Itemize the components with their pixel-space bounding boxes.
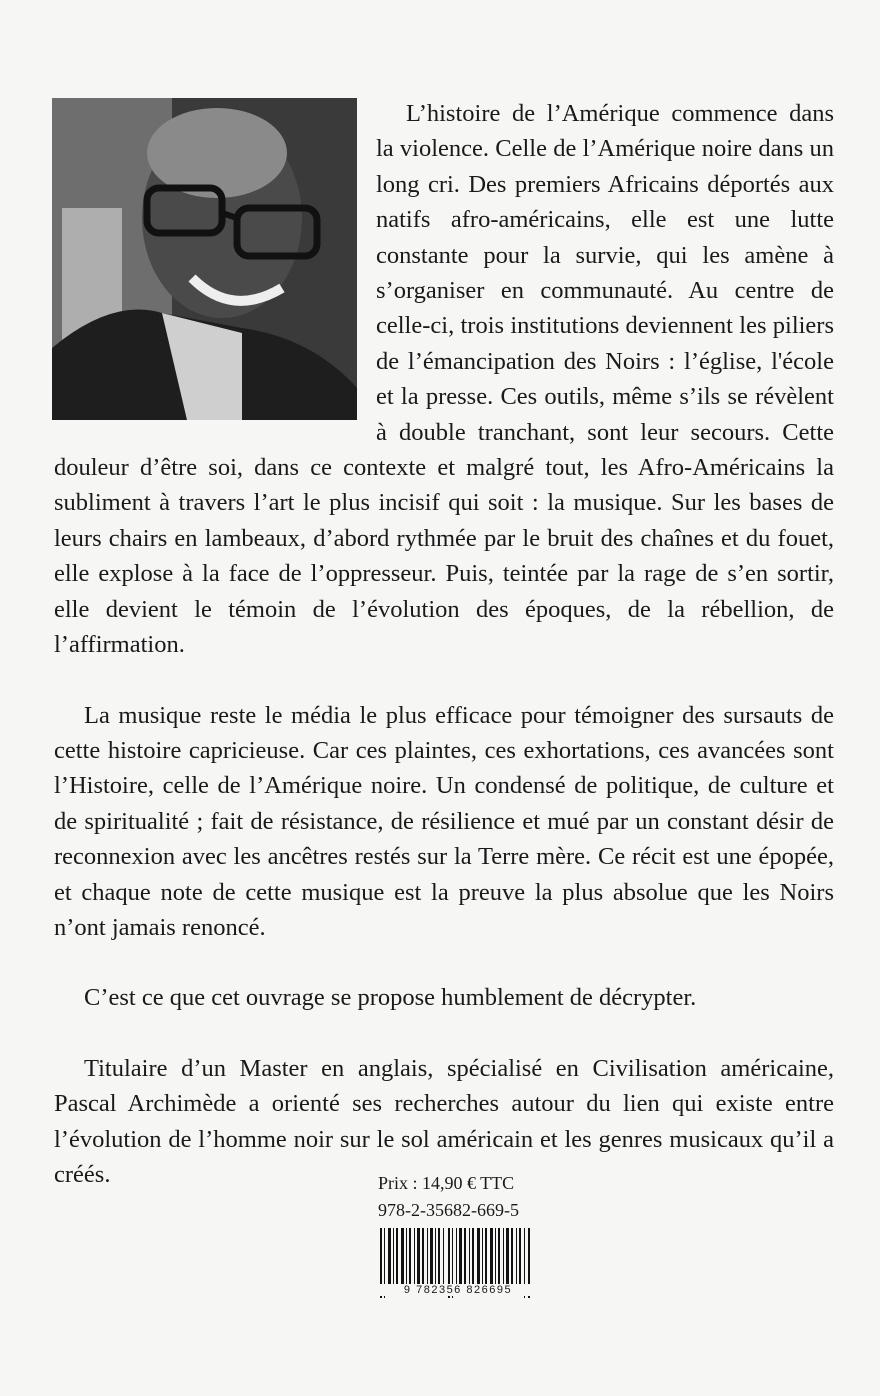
price: Prix : 14,90 € TTC bbox=[378, 1173, 515, 1193]
paragraph-music: La musique reste le média le plus efficace pour témoigner des sursauts de cette histoire capricieuse. Car ces plaintes, ces exhortations, ces avancées sont l’Histoire, celle de l’Amérique noire. Un condensé de politique, de culture et de spiritualité ; fait de résistance, de résilience et mué par un constant désir de reconnexion avec les ancêtres restés sur la Terre mère. Ce récit est une épopée, et chaque note de cette musique est la preuve la plus absolue que les Noirs n’ont jamais renoncé. bbox=[54, 701, 834, 941]
isbn: 978-2-35682-669-5 bbox=[378, 1200, 519, 1220]
body-text bbox=[54, 96, 834, 1227]
price-block bbox=[378, 1170, 538, 1224]
barcode-digits: 9 782356 826695 bbox=[376, 1284, 540, 1296]
paragraph-author-bio: Titulaire d’un Master en anglais, spécialisé en Civilisation américaine, Pascal Archimède a orienté ses recherches autour du lien qui existe entre l’évolution de l’homme noir sur le sol américain et les genres musicaux qu’il a créés. bbox=[54, 1054, 834, 1188]
paragraph-intro-text: L’histoire de l’Amérique commence dans la violence. Celle de l’Amérique noire dans un long cri. Des premiers Africains déportés aux natifs afro-américains, elle est une lutte constante pour la survie, qui les amène à s’organiser en communauté. Au centre de celle-ci, trois institutions deviennent les piliers de l’émancipation des Noirs : l’église, l'école et la presse. Ces outils, même s’ils se révèlent à double tranchant, sont leur secours. Cette douleur d’être soi, dans ce contexte et malgré tout, les Afro-Américains la subliment à travers l’art le plus incisif qui soit : la musique. Sur les bases de leurs chairs en lambeaux, d’abord rythmée par le bruit des chaînes et du fouet, elle explose à la face de l’oppresseur. Puis, teintée par la rage de s’en sortir, elle devient le témoin de l’évolution des époques, de la rébellion, de l’affirmation. bbox=[54, 100, 834, 659]
paragraph-purpose: C’est ce que cet ouvrage se propose humblement de décrypter. bbox=[84, 984, 697, 1012]
barcode-image bbox=[378, 1228, 538, 1308]
photo-wrap-spacer bbox=[54, 96, 376, 444]
